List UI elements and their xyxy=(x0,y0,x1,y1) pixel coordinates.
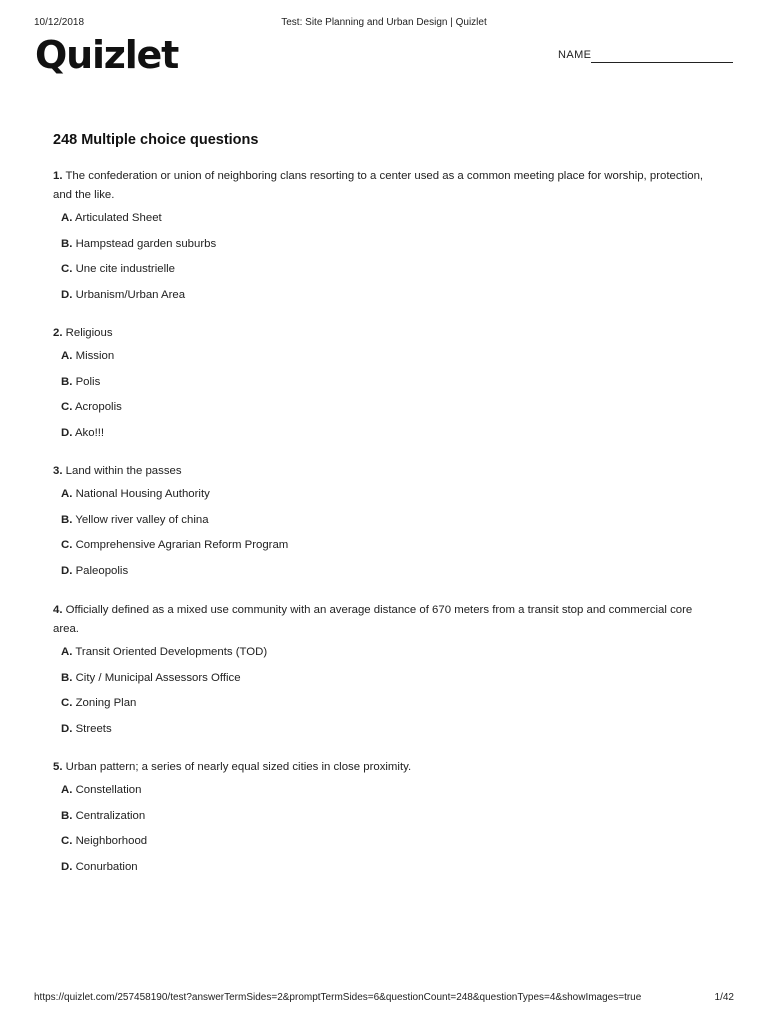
question-number: 2. xyxy=(53,327,63,339)
option-text: Comprehensive Agrarian Reform Program xyxy=(75,539,289,552)
answer-option[interactable] xyxy=(53,236,713,262)
option-letter: A. xyxy=(61,784,73,796)
option-letter: B. xyxy=(61,513,73,526)
option-text: Articulated Sheet xyxy=(74,212,162,224)
answer-option[interactable] xyxy=(53,261,713,287)
option-text: Polis xyxy=(75,375,101,388)
option-text: Acropolis xyxy=(74,401,122,414)
option-text: Neighborhood xyxy=(75,835,148,848)
question-stem xyxy=(53,324,713,343)
question-stem xyxy=(53,758,713,777)
answer-option[interactable] xyxy=(53,512,713,538)
answer-option[interactable] xyxy=(53,486,713,512)
answer-option[interactable] xyxy=(53,859,713,885)
answer-options xyxy=(53,644,713,746)
option-letter: C. xyxy=(61,263,73,276)
option-letter: C. xyxy=(61,697,73,710)
option-letter: A. xyxy=(61,350,73,362)
option-text: National Housing Authority xyxy=(75,488,210,500)
answer-option[interactable] xyxy=(53,374,713,400)
answer-option[interactable] xyxy=(53,425,713,451)
option-text: Zoning Plan xyxy=(75,697,137,710)
option-text: Centralization xyxy=(75,809,146,822)
option-letter: A. xyxy=(61,646,73,658)
question-1 xyxy=(53,167,713,312)
page-number: 1/42 xyxy=(714,992,734,1003)
question-number: 1. xyxy=(53,170,63,182)
question-text: Officially defined as a mixed use community with an average distance of 670 meters from a transit stop and commercial core area. xyxy=(53,604,693,635)
question-stem xyxy=(53,462,713,481)
option-letter: B. xyxy=(61,237,73,250)
answer-option[interactable] xyxy=(53,721,713,747)
question-text: Land within the passes xyxy=(65,465,182,477)
answer-option[interactable] xyxy=(53,833,713,859)
option-letter: C. xyxy=(61,539,73,552)
question-2 xyxy=(53,324,713,450)
answer-option[interactable] xyxy=(53,644,713,670)
answer-option[interactable] xyxy=(53,287,713,313)
option-text: Streets xyxy=(75,722,112,735)
option-text: Conurbation xyxy=(75,860,138,873)
option-text: Yellow river valley of china xyxy=(75,513,209,526)
question-number: 5. xyxy=(53,761,63,773)
question-number: 3. xyxy=(53,465,63,477)
option-letter: D. xyxy=(61,564,73,577)
answer-option[interactable] xyxy=(53,348,713,374)
answer-options xyxy=(53,486,713,588)
question-stem xyxy=(53,167,713,205)
option-letter: B. xyxy=(61,375,73,388)
question-text: The confederation or union of neighboring clans resorting to a center used as a common meeting place for worship, protection, and the like. xyxy=(53,170,704,201)
answer-options xyxy=(53,210,713,312)
print-date: 10/12/2018 xyxy=(34,17,85,28)
option-text: City / Municipal Assessors Office xyxy=(75,671,241,684)
option-text: Transit Oriented Developments (TOD) xyxy=(75,646,268,658)
option-letter: D. xyxy=(61,426,73,439)
print-footer xyxy=(34,992,734,1006)
answer-option[interactable] xyxy=(53,210,713,236)
answer-option[interactable] xyxy=(53,782,713,808)
name-label: NAME xyxy=(558,49,592,61)
option-letter: D. xyxy=(61,860,73,873)
name-field xyxy=(558,49,733,65)
question-4 xyxy=(53,601,713,746)
option-text: Une cite industrielle xyxy=(75,263,175,276)
option-letter: A. xyxy=(61,488,73,500)
option-letter: B. xyxy=(61,671,73,684)
section-title: 248 Multiple choice questions xyxy=(53,132,259,148)
answer-options xyxy=(53,782,713,884)
answer-option[interactable] xyxy=(53,808,713,834)
answer-option[interactable] xyxy=(53,695,713,721)
name-blank-line xyxy=(591,62,733,63)
option-letter: C. xyxy=(61,835,73,848)
question-stem xyxy=(53,601,713,639)
question-3 xyxy=(53,462,713,588)
option-text: Urbanism/Urban Area xyxy=(75,288,186,301)
option-letter: D. xyxy=(61,722,73,735)
answer-option[interactable] xyxy=(53,537,713,563)
answer-options xyxy=(53,348,713,450)
option-text: Hampstead garden suburbs xyxy=(75,237,217,250)
option-letter: B. xyxy=(61,809,73,822)
option-text: Ako!!! xyxy=(74,426,105,439)
question-5 xyxy=(53,758,713,884)
page-url-link[interactable]: https://quizlet.com/257458190/test?answerTermSides=2&promptTermSides=6&questionCount=248&questionTypes=4&showImages=true xyxy=(34,992,642,1003)
option-letter: D. xyxy=(61,288,73,301)
question-text: Religious xyxy=(65,327,113,339)
print-page-title: Test: Site Planning and Urban Design | Quizlet xyxy=(281,17,487,28)
quizlet-logo: Quizlet xyxy=(35,33,179,77)
answer-option[interactable] xyxy=(53,563,713,589)
question-text: Urban pattern; a series of nearly equal sized cities in close proximity. xyxy=(65,761,412,773)
print-header xyxy=(34,17,734,31)
option-text: Constellation xyxy=(75,784,142,796)
option-text: Paleopolis xyxy=(75,564,129,577)
answer-option[interactable] xyxy=(53,399,713,425)
option-text: Mission xyxy=(75,350,115,362)
option-letter: A. xyxy=(61,212,73,224)
question-number: 4. xyxy=(53,604,63,616)
answer-option[interactable] xyxy=(53,670,713,696)
option-letter: C. xyxy=(61,401,73,414)
